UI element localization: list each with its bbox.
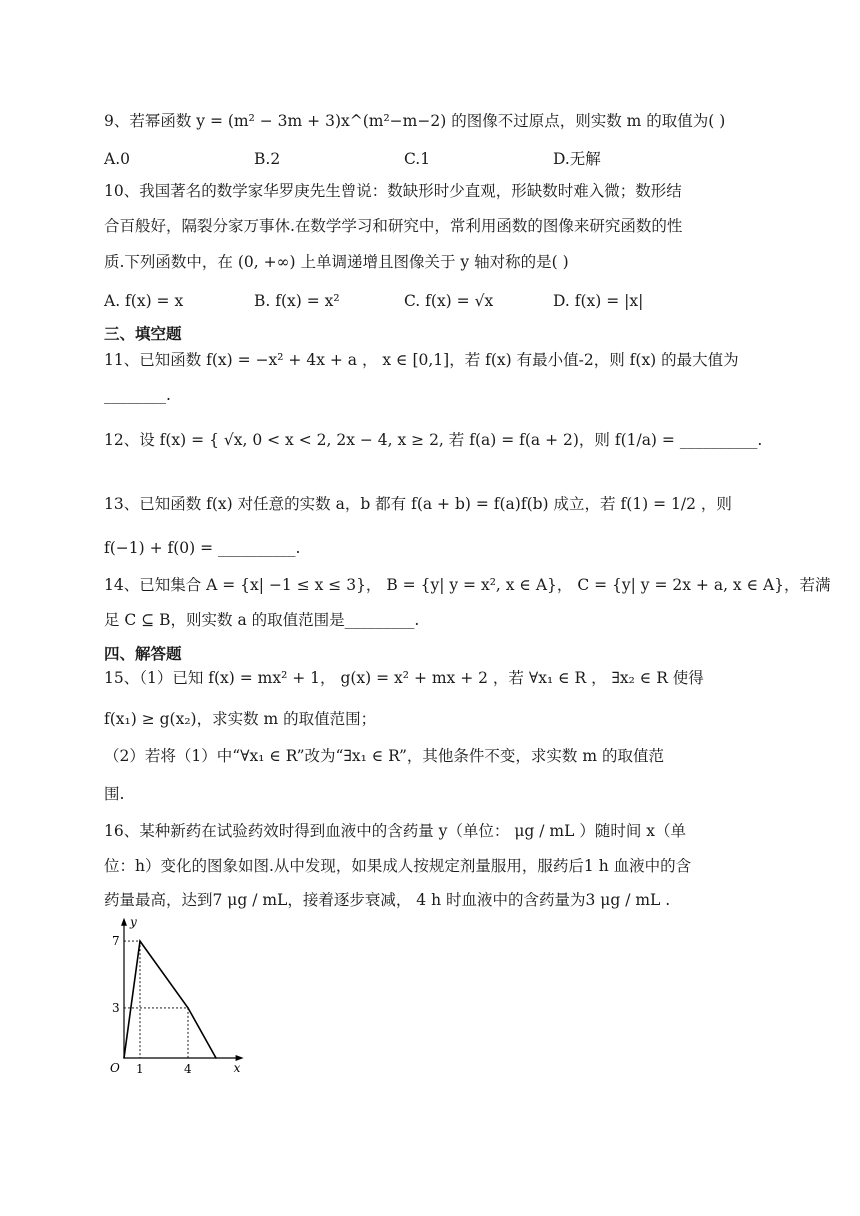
q10-option-c: C. f(x) = √x	[404, 292, 494, 310]
x-tick-label: 4	[184, 1062, 192, 1076]
x-axis-label: x	[233, 1061, 241, 1075]
q9-option-b: B.2	[254, 150, 281, 168]
y-axis-arrow	[121, 918, 127, 926]
q14-line-1: 14、已知集合 A = {x| −1 ≤ x ≤ 3}， B = {y| y = x², x ∈ A}， C = {y| y = 2x + a, x ∈ A}，若满	[104, 576, 831, 594]
section-heading-4: 四、解答题	[104, 645, 182, 663]
data-point	[123, 1057, 125, 1059]
data-point	[139, 940, 141, 942]
q9-stem: 9、若幂函数 y = (m² − 3m + 3)x^(m²−m−2) 的图像不过原点，则实数 m 的取值为( )	[104, 112, 726, 130]
q10-option-d: D. f(x) = |x|	[553, 292, 644, 310]
q15-line-3: （2）若将（1）中“∀x₁ ∈ R”改为“∃x₁ ∈ R”，其他条件不变，求实数 m 的取值范	[104, 747, 664, 765]
q10-line-3: 质.下列函数中，在 (0, +∞) 上单调递增且图像关于 y 轴对称的是( )	[104, 253, 569, 271]
q9-option-a: A.0	[104, 150, 130, 168]
q13-line-2: f(−1) + f(0) = __________.	[104, 539, 301, 557]
q11-line-1: 11、已知函数 f(x) = −x² + 4x + a ， x ∈ [0,1]，若 f(x) 有最小值-2，则 f(x) 的最大值为	[104, 351, 739, 369]
q16-line-2: 位：h）变化的图象如图.从中发现，如果成人按规定剂量服用，服药后1 h 血液中的含	[104, 857, 692, 875]
origin-label: O	[110, 1061, 120, 1075]
q10-option-a: A. f(x) = x	[104, 292, 184, 310]
q9-option-d: D.无解	[553, 150, 601, 168]
y-axis-label: y	[130, 914, 137, 929]
concentration-line	[124, 941, 216, 1058]
drug-concentration-graph	[100, 914, 270, 1082]
q16-line-1: 16、某种新药在试验药效时得到血液中的含药量 y（单位： μg / mL ）随时间 x（单	[104, 822, 686, 840]
q10-option-b: B. f(x) = x²	[254, 292, 340, 310]
y-tick-label: 7	[112, 934, 120, 949]
q16-line-3: 药量最高，达到7 μg / mL，接着逐步衰减， 4 h 时血液中的含药量为3 μg / mL .	[104, 891, 671, 909]
q12-line: 12、设 f(x) = { √x, 0 < x < 2, 2x − 4, x ≥ 2, 若 f(a) = f(a + 2)，则 f(1/a) = __________.	[104, 431, 763, 449]
q11-blank: ________.	[104, 386, 171, 404]
data-point	[187, 1007, 189, 1009]
q14-line-2: 足 C ⊆ B，则实数 a 的取值范围是_________.	[104, 611, 420, 629]
q15-line-4: 围.	[104, 785, 125, 803]
x-tick-label: 1	[136, 1062, 144, 1076]
q9-option-c: C.1	[404, 150, 431, 168]
q15-line-1: 15、（1）已知 f(x) = mx² + 1， g(x) = x² + mx + 2 ，若 ∀x₁ ∈ R ， ∃x₂ ∈ R 使得	[104, 669, 704, 687]
q10-line-2: 合百般好，隔裂分家万事休.在数学学习和研究中，常利用函数的图像来研究函数的性	[104, 217, 683, 235]
q15-line-2: f(x₁) ≥ g(x₂)，求实数 m 的取值范围；	[104, 710, 377, 728]
y-tick-label: 3	[112, 1000, 120, 1015]
section-heading-3: 三、填空题	[104, 325, 182, 343]
data-point	[215, 1057, 217, 1059]
q13-line-1: 13、已知函数 f(x) 对任意的实数 a，b 都有 f(a + b) = f(a)f(b) 成立，若 f(1) = 1/2 ，则	[104, 495, 732, 513]
q10-line-1: 10、我国著名的数学家华罗庚先生曾说：数缺形时少直观，形缺数时难入微；数形结	[104, 182, 682, 200]
